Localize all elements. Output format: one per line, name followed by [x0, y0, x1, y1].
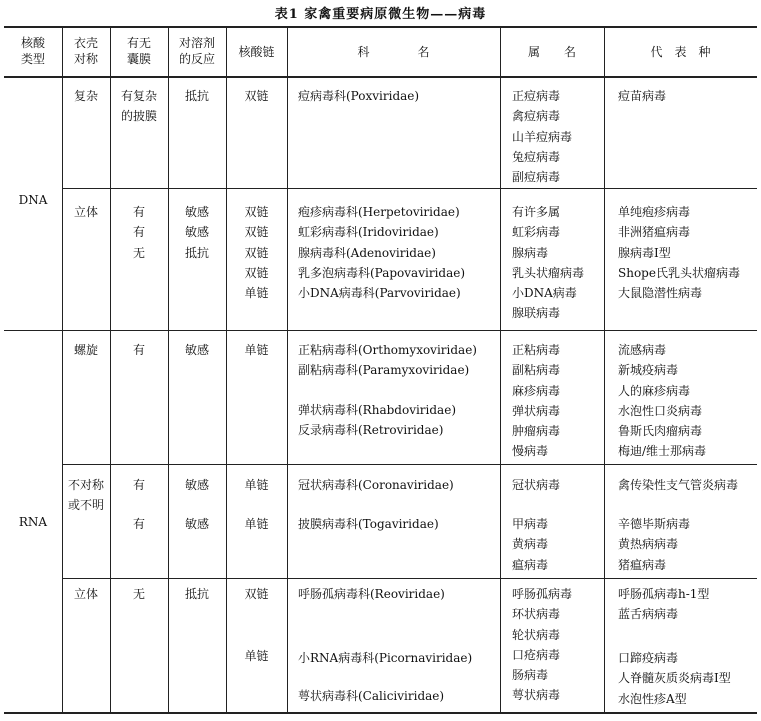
r2-genus-item: 腺病毒: [512, 245, 549, 260]
r2-strand-item: 双链: [244, 225, 269, 240]
r3-family-item: 副粘病毒科(Paramyxoviridae): [298, 363, 470, 378]
r4-genus-item: 甲病毒: [512, 517, 549, 531]
r5-solvent: 抵抗: [184, 587, 209, 601]
r3-representative-item: 新城疫病毒: [618, 363, 679, 378]
r3-family-item: 反录病毒科(Retroviridae): [298, 423, 444, 438]
r4-capsid: [62, 475, 110, 516]
r2-envelope-item: 有: [132, 225, 145, 240]
r3-strand: 单链: [244, 343, 269, 357]
r2-genus-item: 虹彩病毒: [512, 225, 561, 240]
r1-representative: 痘苗病毒: [618, 89, 667, 103]
header-envelope-line1: 有无: [126, 36, 151, 50]
r3-capsid: 螺旋: [73, 343, 98, 357]
r2-representative-item: Shope氏乳头状瘤病毒: [618, 265, 740, 280]
r2-solvent: [168, 202, 226, 263]
r4-envelope-a: 有: [132, 478, 145, 492]
r2-genus-item: 腺联病毒: [512, 306, 561, 321]
r2-representative-item: 非洲猪瘟病毒: [618, 225, 691, 240]
r2-representative-item: 大鼠隐潜性病毒: [618, 286, 703, 301]
r2-envelope-item: 有: [132, 205, 145, 219]
r3-genus: [512, 340, 560, 462]
r5-genus-item: 轮状病毒: [512, 627, 561, 642]
r5-envelope: 无: [132, 587, 145, 601]
r2-family-item: 小DNA病毒科(Parvoviridae): [298, 286, 461, 301]
r2-family-item: 虹彩病毒科(Iridoviridae): [298, 225, 439, 240]
r5-representative-item: 人脊髓灰质炎病毒Ⅰ型: [618, 671, 731, 686]
r2-representative: [618, 202, 740, 303]
r1-strand: 双链: [244, 89, 269, 103]
r5-representative-item: 口蹄疫病毒: [618, 651, 679, 665]
r3-envelope: 有: [132, 343, 145, 357]
header-solvent-line2: 的反应: [178, 52, 215, 66]
r3-representative-item: 人的麻疹病毒: [618, 383, 691, 398]
r2-capsid: 立体: [73, 205, 98, 219]
r2-strand-item: 单链: [244, 286, 269, 301]
r2-solvent-item: 抵抗: [184, 245, 209, 260]
group-dna: DNA: [18, 193, 48, 207]
r5-family-b: 小RNA病毒科(Picornaviridae): [298, 651, 473, 665]
r1-genus-item: 兔痘病毒: [512, 149, 561, 164]
r4-capsid-line1: 不对称: [67, 478, 104, 492]
r4-envelope-b: 有: [132, 517, 145, 531]
r4-family-a: 冠状病毒科(Coronaviridae): [298, 478, 454, 492]
r4-representative-item: 黄热病病毒: [618, 537, 679, 552]
header-family: 科 名: [357, 45, 430, 59]
r2-representative-item: 单纯疱疹病毒: [618, 205, 691, 219]
r5-representative-a: [618, 584, 709, 625]
r5-genus: [512, 584, 572, 706]
r2-envelope-item: 无: [132, 245, 145, 260]
r1-genus-item: 禽痘病毒: [512, 109, 561, 124]
header-nucleic-type-line2: 类型: [20, 52, 45, 66]
r3-family-item: 正粘病毒科(Orthomyxoviridae): [298, 343, 477, 357]
r1-genus-item: 副痘病毒: [512, 170, 561, 185]
r4-strand-b: 单链: [244, 517, 269, 531]
header-capsid-line2: 对称: [73, 52, 98, 66]
r3-genus-item: 肿瘤病毒: [512, 424, 561, 439]
r1-genus: [512, 86, 572, 187]
r5-genus-item: 肠病毒: [512, 668, 549, 683]
header-capsid: [62, 35, 110, 67]
r3-representative-item: 流感病毒: [618, 343, 667, 357]
r2-strand-item: 双链: [244, 205, 269, 219]
r4-genus-b: [512, 514, 548, 575]
header-envelope: [110, 35, 168, 67]
r5-genus-item: 呼肠孤病毒: [512, 587, 573, 601]
r2-family-item: 腺病毒科(Adenoviridae): [298, 245, 436, 260]
r5-genus-item: 口疮病毒: [512, 647, 561, 662]
r2-representative-item: 腺病毒Ⅰ型: [618, 245, 671, 260]
r3-representative-item: 鲁斯氏肉瘤病毒: [618, 424, 703, 439]
r2-genus-item: 有许多属: [512, 205, 561, 219]
r1-envelope-line2: 的披膜: [120, 109, 157, 124]
r4-strand-a: 单链: [244, 478, 269, 492]
header-solvent: [168, 35, 226, 67]
r2-genus-item: 小DNA病毒: [512, 286, 577, 301]
r3-family-a: [298, 340, 477, 381]
r3-genus-item: 慢病毒: [512, 444, 549, 459]
r4-solvent-b: 敏感: [184, 517, 209, 531]
r4-representative-item: 辛德毕斯病毒: [618, 517, 691, 531]
r5-representative-b: [618, 648, 731, 709]
header-nucleic-type: [4, 35, 62, 67]
r5-representative-item: 水泡性疹A型: [618, 691, 687, 706]
r2-envelope: [110, 202, 168, 263]
r3-solvent: 敏感: [184, 343, 209, 357]
r2-strand-item: 双链: [244, 265, 269, 280]
r2-genus-item: 乳头状瘤病毒: [512, 265, 585, 280]
r3-genus-item: 副粘病毒: [512, 363, 561, 378]
r4-capsid-line2: 或不明: [67, 498, 104, 513]
r5-strand-b: 单链: [244, 649, 269, 663]
r3-representative-item: 梅迪/维士那病毒: [618, 444, 707, 459]
header-solvent-line1: 对溶剂: [178, 36, 215, 50]
r1-envelope: [110, 86, 168, 127]
r5-family-a: 呼肠孤病毒科(Reoviridae): [298, 587, 445, 601]
r5-capsid: 立体: [73, 587, 98, 601]
r4-representative-a: 禽传染性支气管炎病毒: [618, 478, 739, 492]
r4-genus-item: 瘟病毒: [512, 557, 549, 572]
r4-genus-item: 黄病毒: [512, 537, 549, 552]
r2-genus: [512, 202, 584, 324]
r4-family-b: 披膜病毒科(Togaviridae): [298, 517, 439, 531]
r1-envelope-line1: 有复杂: [120, 89, 157, 103]
header-nucleic-type-line1: 核酸: [20, 36, 45, 50]
r3-genus-item: 麻疹病毒: [512, 383, 561, 398]
r1-family: 痘病毒科(Poxviridae): [298, 89, 420, 103]
r2-strand: [226, 202, 287, 303]
r5-genus-item: 萼状病毒: [512, 688, 561, 703]
r5-representative-item: 呼肠孤病毒h-1型: [618, 587, 710, 601]
r4-representative-item: 猪瘟病毒: [618, 557, 667, 572]
r5-family-c: 萼状病毒科(Caliciviridae): [298, 689, 445, 703]
header-envelope-line2: 囊膜: [126, 52, 151, 66]
r1-solvent: 抵抗: [184, 89, 209, 103]
r3-genus-item: 弹状病毒: [512, 403, 561, 418]
r1-genus-item: 正痘病毒: [512, 89, 561, 103]
header-representative: 代 表 种: [650, 45, 711, 59]
r4-representative-b: [618, 514, 690, 575]
r3-family-b: [298, 400, 456, 441]
header-genus: 属 名: [527, 45, 576, 59]
r2-strand-item: 双链: [244, 245, 269, 260]
r2-solvent-item: 敏感: [184, 225, 209, 240]
header-strand: 核酸链: [238, 45, 275, 59]
header-capsid-line1: 衣壳: [73, 36, 98, 50]
r2-family: [298, 202, 465, 303]
r1-genus-item: 山羊痘病毒: [512, 129, 573, 144]
r2-family-item: 疱疹病毒科(Herpetoviridae): [298, 205, 460, 219]
r5-representative-item: 蓝舌病病毒: [618, 607, 679, 622]
r3-family-item: 弹状病毒科(Rhabdoviridae): [298, 403, 456, 417]
r3-genus-item: 正粘病毒: [512, 343, 561, 357]
r2-solvent-item: 敏感: [184, 205, 209, 219]
group-rna: RNA: [18, 515, 48, 529]
r4-solvent-a: 敏感: [184, 478, 209, 492]
r3-representative: [618, 340, 706, 462]
table-title: 表1 家禽重要病原微生物——病毒: [274, 7, 487, 22]
r4-genus-a: 冠状病毒: [512, 478, 561, 492]
r3-representative-item: 水泡性口炎病毒: [618, 403, 703, 418]
r5-strand-a: 双链: [244, 587, 269, 601]
r5-genus-item: 环状病毒: [512, 607, 561, 622]
r1-capsid: 复杂: [73, 89, 98, 103]
r2-family-item: 乳多泡病毒科(Papovaviridae): [298, 265, 466, 280]
